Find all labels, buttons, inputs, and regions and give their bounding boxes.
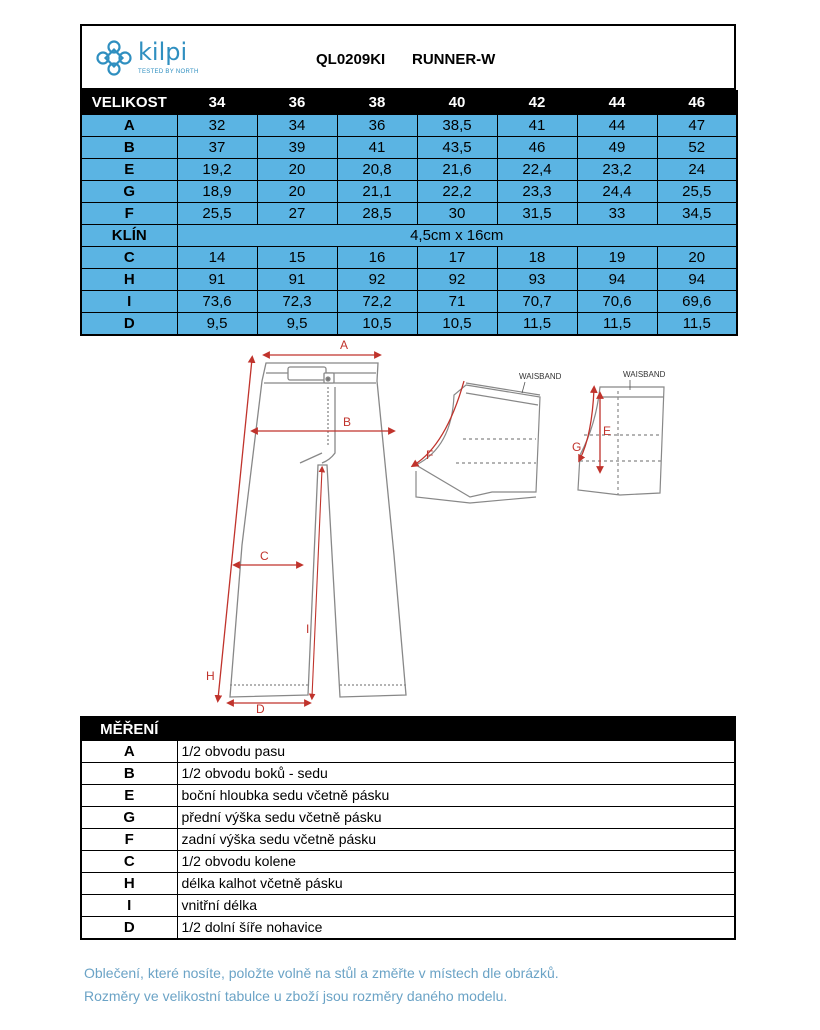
klin-label: KLÍN [81, 225, 177, 247]
size-value: 21,1 [337, 181, 417, 203]
size-value: 31,5 [497, 203, 577, 225]
size-value: 36 [337, 115, 417, 137]
size-value: 23,2 [577, 159, 657, 181]
size-row-e [81, 159, 737, 181]
size-row-g [81, 181, 737, 203]
knot-logo-icon [94, 38, 134, 78]
size-value: 10,5 [337, 313, 417, 336]
size-value: 91 [177, 269, 257, 291]
size-row-i [81, 291, 737, 313]
dim-label-e: E [603, 424, 612, 438]
measurement-description: 1/2 dolní šíře nohavice [177, 917, 735, 940]
measurement-legend [80, 716, 736, 940]
size-value: 20 [257, 181, 337, 203]
footer-note-2: Rozměry ve velikostní tabulce u zboží jsou rozměry daného modelu. [84, 988, 508, 1004]
pants-front-outline [230, 363, 406, 697]
size-value: 49 [577, 137, 657, 159]
size-value: 92 [417, 269, 497, 291]
measurement-code: B [81, 763, 177, 785]
measurement-description: zadní výška sedu včetně pásku [177, 829, 735, 851]
size-row-f [81, 203, 737, 225]
measurement-row [81, 851, 735, 873]
dim-label-f: F [426, 448, 434, 462]
size-value: 21,6 [417, 159, 497, 181]
size-value: 22,4 [497, 159, 577, 181]
size-value: 41 [337, 137, 417, 159]
measurement-description: vnitřní délka [177, 895, 735, 917]
size-value: 37 [177, 137, 257, 159]
pants-side-detail [578, 387, 664, 495]
measurement-code: G [81, 807, 177, 829]
size-row-h [81, 269, 737, 291]
size-value: 28,5 [337, 203, 417, 225]
measure-label: B [81, 137, 177, 159]
measurement-description: 1/2 obvodu pasu [177, 741, 735, 763]
size-value: 18 [497, 247, 577, 269]
size-value: 91 [257, 269, 337, 291]
measurement-header-label: MĚŘENÍ [81, 717, 177, 741]
size-value: 16 [337, 247, 417, 269]
size-value: 32 [177, 115, 257, 137]
product-code: QL0209KI [316, 51, 386, 68]
size-value: 94 [657, 269, 737, 291]
size-value: 44 [577, 115, 657, 137]
size-col: 40 [417, 91, 497, 115]
measure-label: H [81, 269, 177, 291]
size-col: 46 [657, 91, 737, 115]
size-value: 25,5 [177, 203, 257, 225]
measurement-code: D [81, 917, 177, 940]
size-value: 11,5 [577, 313, 657, 336]
pants-back-detail [416, 383, 540, 503]
size-value: 10,5 [417, 313, 497, 336]
size-value: 72,2 [337, 291, 417, 313]
size-value: 27 [257, 203, 337, 225]
dim-label-a: A [340, 338, 349, 352]
measurement-row [81, 741, 735, 763]
size-value: 24 [657, 159, 737, 181]
size-value: 25,5 [657, 181, 737, 203]
measurement-code: E [81, 785, 177, 807]
measurement-row [81, 895, 735, 917]
size-value: 17 [417, 247, 497, 269]
product-header [80, 24, 736, 90]
size-value: 94 [577, 269, 657, 291]
waistband-label-2: WAISBAND [623, 370, 666, 379]
measurement-code: H [81, 873, 177, 895]
product-name: RUNNER-W [412, 51, 496, 68]
measurement-description: přední výška sedu včetně pásku [177, 807, 735, 829]
size-value: 14 [177, 247, 257, 269]
size-value: 20 [257, 159, 337, 181]
measure-label: C [81, 247, 177, 269]
size-value: 52 [657, 137, 737, 159]
measurement-description: boční hloubka sedu včetně pásku [177, 785, 735, 807]
size-value: 34 [257, 115, 337, 137]
logo-wordmark: kilpi [138, 38, 188, 66]
measure-label: G [81, 181, 177, 203]
measure-label: A [81, 115, 177, 137]
dim-label-g: G [572, 440, 582, 454]
kilpi-logo [94, 38, 204, 82]
size-value: 15 [257, 247, 337, 269]
size-col: 38 [337, 91, 417, 115]
size-col: 42 [497, 91, 577, 115]
size-value: 71 [417, 291, 497, 313]
dim-label-i: I [306, 622, 310, 636]
dim-label-h: H [206, 669, 215, 683]
size-table [80, 90, 738, 336]
klin-value: 4,5cm x 16cm [177, 225, 737, 247]
size-value: 9,5 [257, 313, 337, 336]
size-value: 73,6 [177, 291, 257, 313]
measurement-row [81, 763, 735, 785]
size-value: 20 [657, 247, 737, 269]
measurement-code: C [81, 851, 177, 873]
footer-note-1: Oblečení, které nosíte, položte volně na stůl a změřte v místech dle obrázků. [84, 965, 559, 981]
size-row-d [81, 313, 737, 336]
size-value: 47 [657, 115, 737, 137]
measure-label: F [81, 203, 177, 225]
measurement-row [81, 807, 735, 829]
size-value: 43,5 [417, 137, 497, 159]
measure-label: E [81, 159, 177, 181]
waistband-label-1: WAISBAND [519, 372, 562, 381]
size-value: 34,5 [657, 203, 737, 225]
measurement-description: 1/2 obvodu boků - sedu [177, 763, 735, 785]
measurement-row [81, 785, 735, 807]
dim-label-c: C [260, 549, 269, 563]
logo-tagline: TESTED BY NORTH [138, 69, 199, 75]
measurement-code: F [81, 829, 177, 851]
size-row-a [81, 115, 737, 137]
size-value: 11,5 [497, 313, 577, 336]
size-value: 39 [257, 137, 337, 159]
size-header-row [81, 91, 737, 115]
size-row-c [81, 247, 737, 269]
measure-label: I [81, 291, 177, 313]
measurement-code: I [81, 895, 177, 917]
size-value: 70,7 [497, 291, 577, 313]
size-row-klin [81, 225, 737, 247]
size-col: 36 [257, 91, 337, 115]
pants-measurement-diagram [180, 335, 680, 715]
size-value: 93 [497, 269, 577, 291]
size-value: 19 [577, 247, 657, 269]
size-value: 70,6 [577, 291, 657, 313]
measurement-row [81, 873, 735, 895]
measurement-header-blank [177, 717, 735, 741]
measurement-description: 1/2 obvodu kolene [177, 851, 735, 873]
measurement-row [81, 829, 735, 851]
size-row-b [81, 137, 737, 159]
size-value: 69,6 [657, 291, 737, 313]
size-value: 41 [497, 115, 577, 137]
size-value: 11,5 [657, 313, 737, 336]
size-value: 33 [577, 203, 657, 225]
size-value: 19,2 [177, 159, 257, 181]
dim-label-d: D [256, 702, 265, 715]
measurement-header-row [81, 717, 735, 741]
size-value: 20,8 [337, 159, 417, 181]
size-value: 38,5 [417, 115, 497, 137]
size-value: 46 [497, 137, 577, 159]
size-value: 24,4 [577, 181, 657, 203]
measure-label: D [81, 313, 177, 336]
size-value: 18,9 [177, 181, 257, 203]
size-col: 44 [577, 91, 657, 115]
size-value: 72,3 [257, 291, 337, 313]
measurement-description: délka kalhot včetně pásku [177, 873, 735, 895]
dim-label-b: B [343, 415, 352, 429]
measurement-row [81, 917, 735, 940]
size-col: 34 [177, 91, 257, 115]
measurement-code: A [81, 741, 177, 763]
size-value: 92 [337, 269, 417, 291]
size-header-label: VELIKOST [81, 91, 177, 115]
size-value: 9,5 [177, 313, 257, 336]
size-value: 30 [417, 203, 497, 225]
size-value: 22,2 [417, 181, 497, 203]
size-value: 23,3 [497, 181, 577, 203]
